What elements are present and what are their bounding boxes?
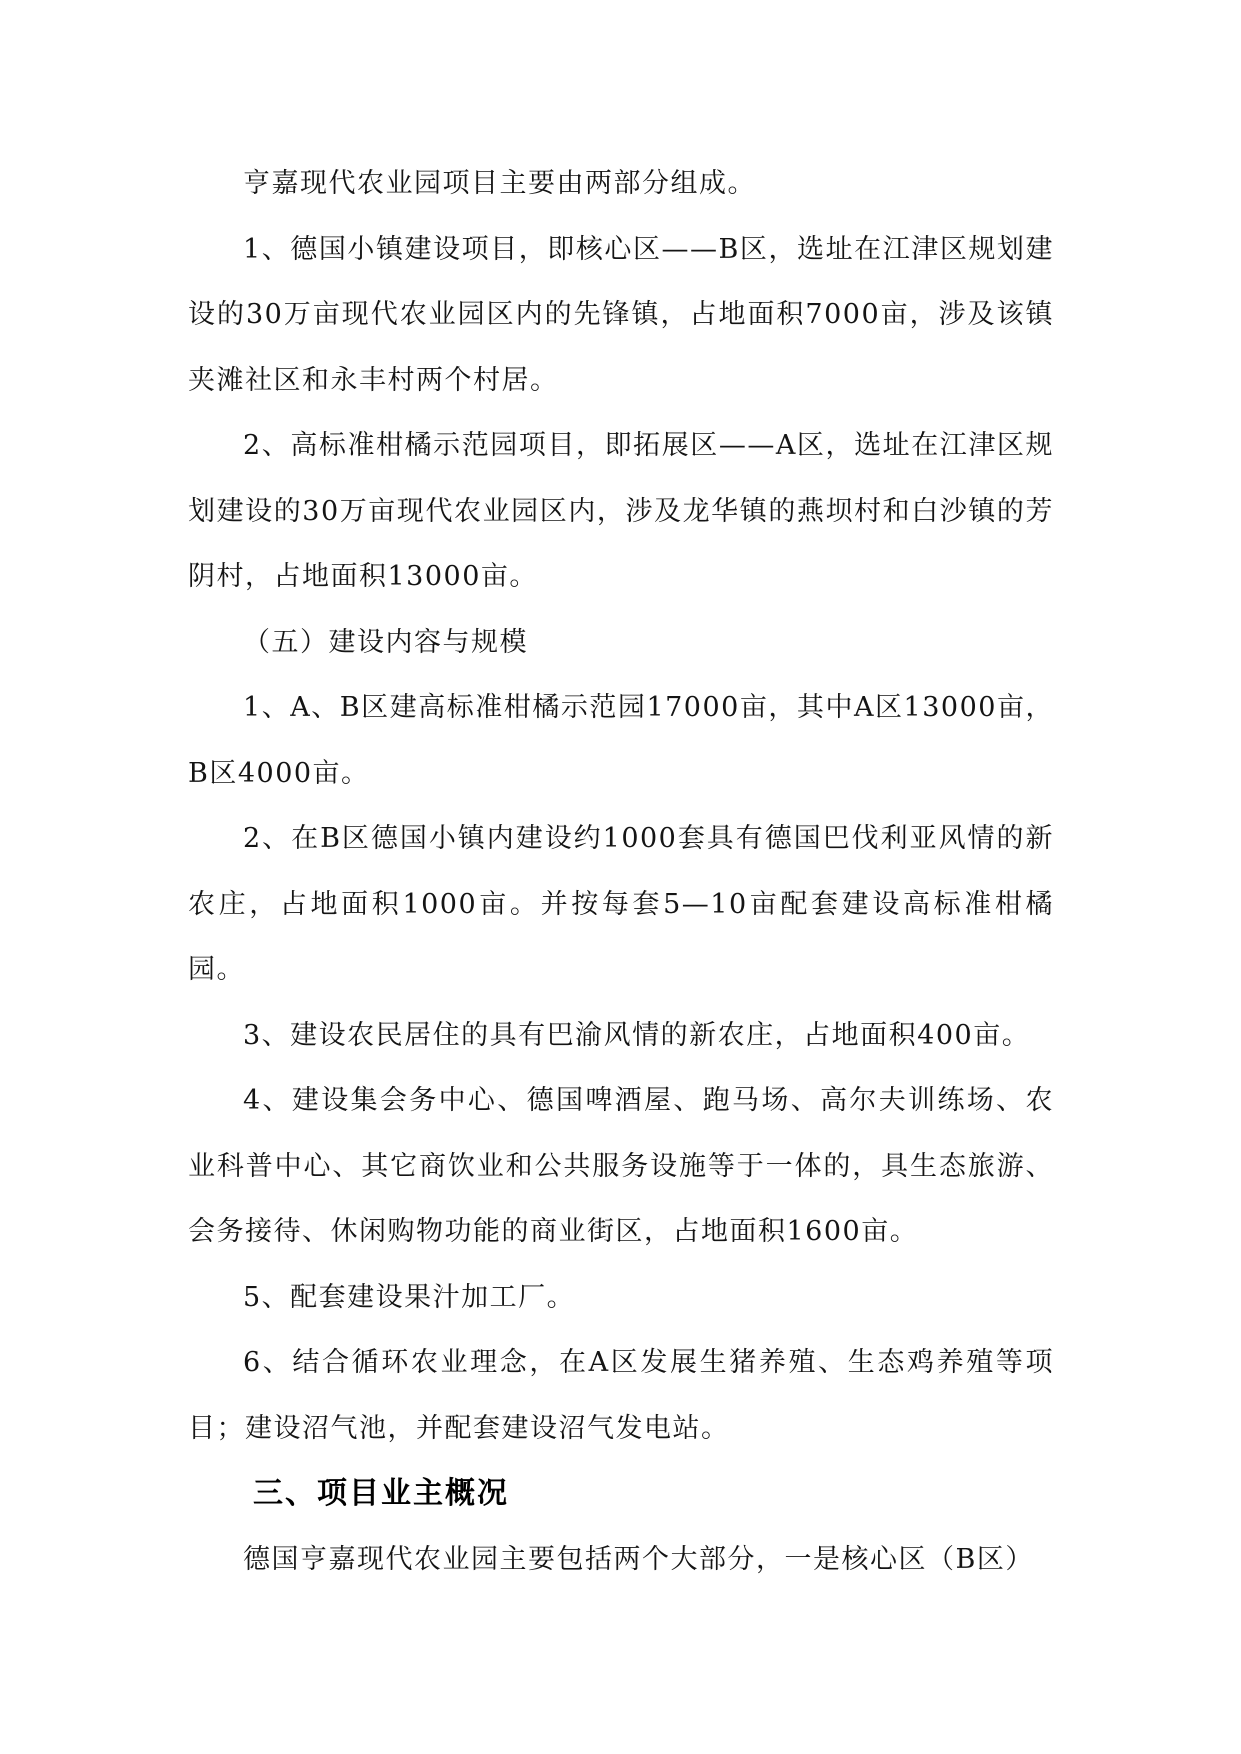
paragraph-item-1-b-zone: 1、德国小镇建设项目，即核心区——B区，选址在江津区规划建设的30万亩现代农业园区内的先锋镇，占地面积7000亩，涉及该镇夹滩社区和永丰村两个村居。 <box>188 233 1054 396</box>
paragraph-intro: 亨嘉现代农业园项目主要由两部分组成。 <box>243 168 756 199</box>
paragraph-scale-6: 6、结合循环农业理念，在A区发展生猪养殖、生态鸡养殖等项目；建设沼气池，并配套建设沼气发电站。 <box>188 1347 1054 1444</box>
paragraph-owner-overview: 德国亨嘉现代农业园主要包括两个大部分，一是核心区（B区） <box>243 1543 1034 1575</box>
paragraph-scale-3: 3、建设农民居住的具有巴渝风情的新农庄，占地面积400亩。 <box>243 1019 1031 1051</box>
paragraph-scale-1: 1、A、B区建高标准柑橘示范园17000亩，其中A区13000亩，B区4000亩。 <box>188 692 1054 789</box>
document-body <box>188 151 1054 1592</box>
paragraph-scale-4: 4、建设集会务中心、德国啤酒屋、跑马场、高尔夫训练场、农业科普中心、其它商饮业和公共服务设施等于一体的，具生态旅游、会务接待、休闲购物功能的商业街区，占地面积1600亩。 <box>188 1085 1054 1247</box>
section-heading: 三、项目业主概况 <box>253 1476 509 1511</box>
paragraph-scale-2: 2、在B区德国小镇内建设约1000套具有德国巴伐利亚风情的新农庄，占地面积1000亩。并按每套5—10亩配套建设高标准柑橘园。 <box>188 823 1054 985</box>
paragraph-item-2-a-zone: 2、高标准柑橘示范园项目，即拓展区——A区，选址在江津区规划建设的30万亩现代农业园区内，涉及龙华镇的燕坝村和白沙镇的芳阴村，占地面积13000亩。 <box>188 430 1054 592</box>
paragraph-scale-5: 5、配套建设果汁加工厂。 <box>243 1281 576 1313</box>
subsection-title-scale: （五）建设内容与规模 <box>243 626 528 658</box>
